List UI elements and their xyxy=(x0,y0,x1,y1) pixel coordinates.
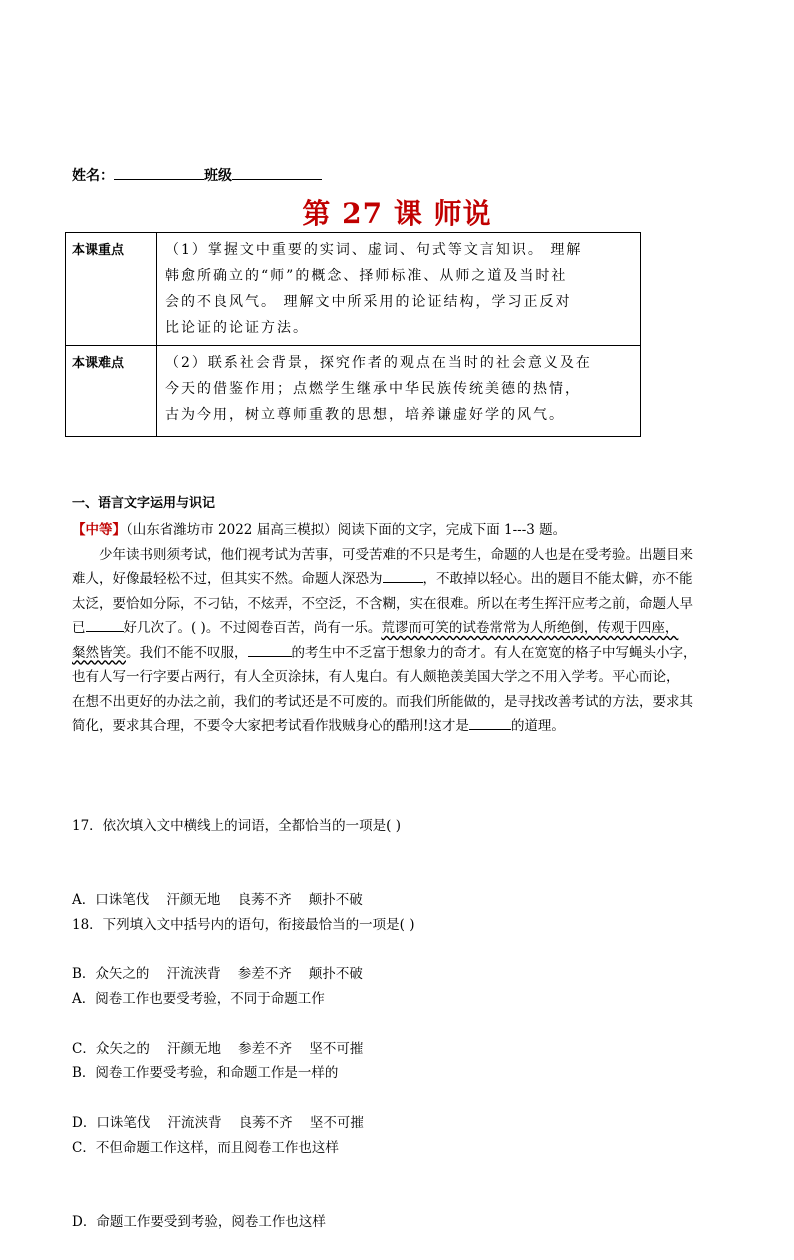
answer-option-d[interactable]: D．口诛笔伐 汗流浃背 良莠不齐 坚不可摧 xyxy=(72,1115,364,1132)
difficulty-tag: 【中等】 xyxy=(72,522,126,538)
answer-option-a[interactable]: A．口诛笔伐 汗颜无地 良莠不齐 颠扑不破 xyxy=(72,891,363,908)
question-stem: 18．下列填入文中括号内的语句，衔接最恰当的一项是( ) xyxy=(72,916,415,933)
student-info-line xyxy=(72,165,322,185)
focus-line: 韩愈所确立的“师”的概念、择师标准、从师之道及当时社 xyxy=(165,268,568,284)
section-title: 一、语言文字运用与识记 xyxy=(72,496,216,511)
focus-line: （1）掌握文中重要的实词、虚词、句式等文言知识。 理解 xyxy=(165,242,583,258)
passage-line: 少年读书则须考试，他们视考试为苦事，可受苦难的不只是考生，命题的人也是在受考验。出题目来 xyxy=(99,546,693,563)
name-blank[interactable] xyxy=(114,165,204,180)
answer-option-c[interactable]: C．不但命题工作这样，而且阅卷工作也这样 xyxy=(72,1139,339,1156)
passage-line: 太泛，要恰如分际，不刁钻，不炫弄，不空泛，不含糊，实在很难。所以在考生挥汗应考之前，命题人早 xyxy=(72,595,693,612)
focus-line: 会的不良风气。 理解文中所采用的论证结构，学习正反对 xyxy=(165,294,572,310)
answer-option-a[interactable]: A．阅卷工作也要受考验，不同于命题工作 xyxy=(72,990,325,1007)
fill-blank-2[interactable] xyxy=(86,618,124,632)
difficulty-label: 本课难点 xyxy=(66,346,157,437)
class-blank[interactable] xyxy=(232,165,322,180)
passage-line: 粲然皆笑。我们不能不叹服， 的考生中不乏富于想象力的奇才。有人在宽宽的格子中写蝇头小字， xyxy=(72,644,697,661)
answer-option-d[interactable]: D．命题工作要受到考验，阅卷工作也这样 xyxy=(72,1214,326,1231)
fill-blank-3[interactable] xyxy=(248,643,292,657)
question-stem: 17．依次填入文中横线上的词语，全都恰当的一项是( ) xyxy=(72,817,402,834)
page-title: 第 27 课 师说 xyxy=(302,197,492,230)
passage-line: 也有人写一行字要占两行，有人全页涂抹，有人鬼白。有人颇艳羡美国大学之不用入学考。平心而论， xyxy=(72,669,680,685)
passage-line: 在想不出更好的办法之前，我们的考试还是不可废的。而我们所能做的，是寻找改善考试的方法，要求其 xyxy=(72,693,693,710)
name-label: 姓名： xyxy=(72,168,114,184)
lesson-key-table xyxy=(65,232,641,437)
focus-label: 本课重点 xyxy=(66,233,157,346)
difficulty-row xyxy=(66,346,641,437)
answer-option-c[interactable]: C．众矢之的 汗颜无地 参差不齐 坚不可摧 xyxy=(72,1040,364,1057)
passage xyxy=(72,518,722,739)
focus-text xyxy=(157,233,641,346)
difficulty-line: 今天的借鉴作用；点燃学生继承中华民族传统美德的热情， xyxy=(165,381,581,397)
passage-line: 已 好几次了。( )。不过阅卷百苦，尚有一乐。荒谬而可笑的试卷常常为人所绝倒，传观于四座， xyxy=(72,620,679,636)
question-18 xyxy=(72,863,415,1260)
difficulty-text xyxy=(157,346,641,437)
answer-option-b[interactable]: B．阅卷工作要受考验，和命题工作是一样的 xyxy=(72,1065,339,1082)
answer-option-b[interactable]: B．众矢之的 汗流浃背 参差不齐 颠扑不破 xyxy=(72,966,363,983)
difficulty-line: （2）联系社会背景，探究作者的观点在当时的社会意义及在 xyxy=(165,355,592,371)
passage-source: （山东省潍坊市 2022 届高三模拟）阅读下面的文字，完成下面 1---3 题。 xyxy=(126,522,567,538)
fill-blank-4[interactable] xyxy=(469,716,511,730)
passage-line: 难人，好像最轻松不过，但其实不然。命题人深恐为 ，不敢掉以轻心。出的题目不能太僻，亦不能 xyxy=(72,571,693,587)
passage-header xyxy=(72,518,722,543)
passage-line: 简化，要求其合理，不要令大家把考试看作戕贼身心的酷刑!这才是 的道理。 xyxy=(72,718,565,734)
focus-line: 比论证的论证方法。 xyxy=(165,320,309,336)
focus-row xyxy=(66,233,641,346)
difficulty-line: 古为今用，树立尊师重教的思想，培养谦虚好学的风气。 xyxy=(165,407,565,423)
class-label: 班级 xyxy=(204,168,232,184)
fill-blank-1[interactable] xyxy=(383,569,423,583)
